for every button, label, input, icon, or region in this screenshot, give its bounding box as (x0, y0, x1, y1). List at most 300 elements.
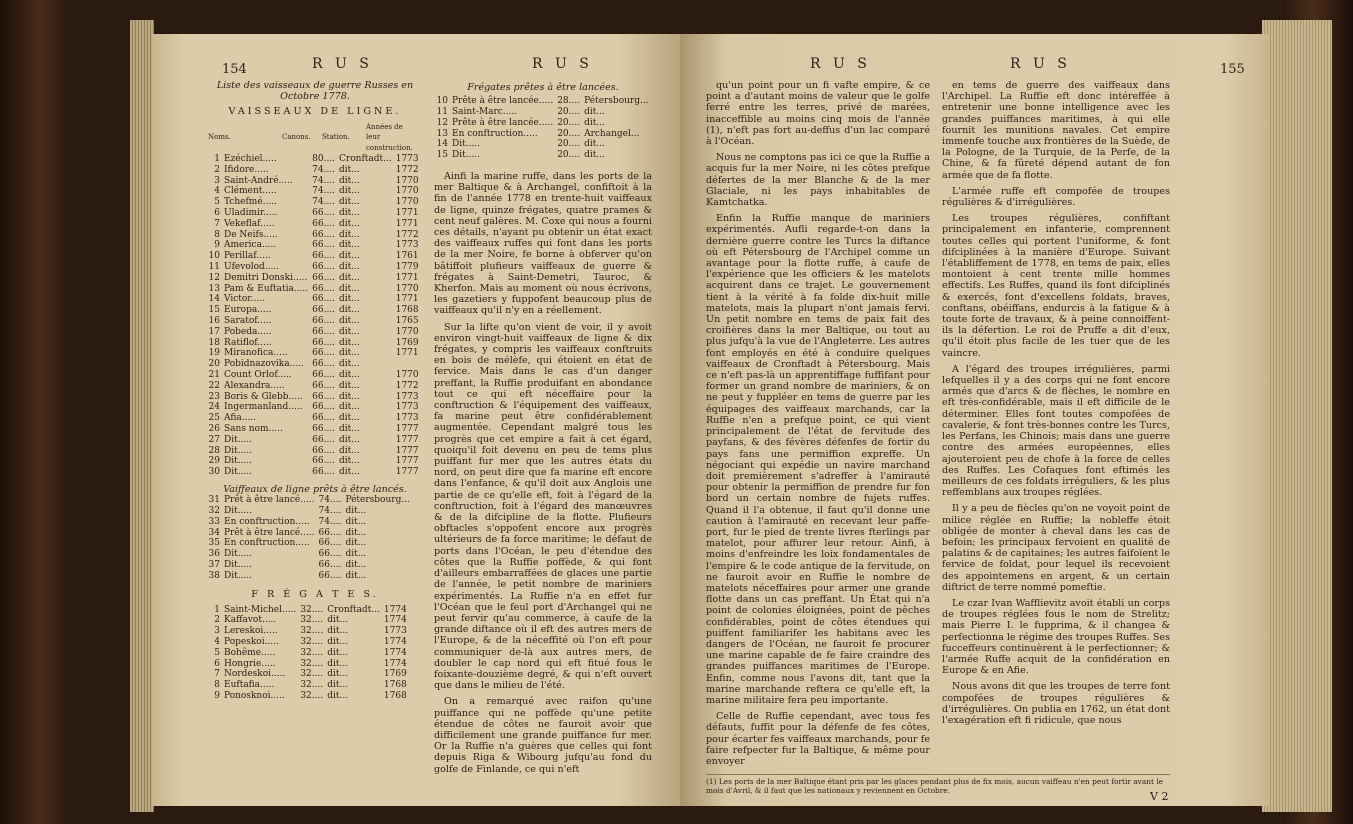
table-row (206, 381, 421, 392)
table-cell: dit... (339, 207, 360, 218)
table-cell: 66.... (312, 359, 336, 370)
table-cell: dit... (339, 251, 360, 262)
table-cell: 9 (214, 691, 220, 702)
table-cell: dit... (339, 218, 360, 229)
table-cell: dit... (345, 538, 367, 549)
table-cell: Cronftadt... (327, 604, 380, 615)
table-cell: dit... (327, 647, 349, 658)
table-cell: 1777 (395, 434, 419, 445)
text-column (706, 80, 930, 772)
table-cell: 20 (208, 359, 220, 370)
table-cell: 1774 (383, 604, 407, 615)
table-cell: 16 (208, 315, 220, 326)
table-row (206, 392, 421, 403)
table-cell: dit... (327, 680, 349, 691)
table-cell: Lereskoi..... (224, 626, 278, 637)
table-cell: De Neifs..... (224, 229, 278, 240)
table-cell: 15 (436, 150, 448, 161)
table-cell: 1779 (395, 261, 419, 272)
table-cell: Dit..... (224, 445, 253, 456)
table-row (206, 560, 412, 571)
table-cell: dit... (339, 456, 360, 467)
table-cell: 66.... (312, 348, 336, 359)
table-cell: Count Orlof..... (224, 369, 292, 380)
table-cell: 66.... (318, 538, 342, 549)
page-edges-right (1262, 20, 1332, 812)
table-cell: Euftafia..... (224, 680, 275, 691)
table-cell: 32.... (300, 626, 324, 637)
table-cell: dit... (339, 261, 360, 272)
table-cell: Saint-Marc..... (452, 107, 518, 117)
table-row (206, 605, 409, 616)
table-row (206, 467, 421, 478)
text-column (434, 82, 652, 780)
table-cell: 66.... (312, 456, 336, 467)
frigates-table (206, 605, 409, 702)
table-row (206, 538, 412, 549)
table-row (206, 637, 409, 648)
table-cell: Pobeda..... (224, 326, 272, 337)
paragraph: Le czar Ivan Wafflievitz avoit établi un corps de troupes réglées fous le nom de Strelitz; mais Pierre I. le fupprima, & il changea & perfectionna le régime des troupes Ruffes. Ses fucceffeurs continuèrent à le perfectionner; & l'armée Ruffe acquit de la confidération en Europe & en Afie. (942, 597, 1170, 677)
table-row (206, 208, 421, 219)
table-cell: dit... (584, 139, 605, 150)
table-cell: Dit..... (224, 505, 253, 516)
table-cell: dit... (339, 305, 360, 316)
table-row (206, 262, 421, 273)
table-cell: 32.... (300, 680, 324, 691)
table-row (434, 96, 651, 107)
table-cell: 74.... (312, 164, 336, 175)
table-cell: 24 (208, 402, 220, 413)
paragraph: Enfin la Ruffie manque de mariniers expérimentés. Aufli regarde-t-on dans la dernière guerre contre les Turcs la diftance où eft Pétersbourg de l'Archipel comme un avantage pour la flotte ruffe, à caufe de l'expérience que les officiers & les matelots acquirent dans ce trajet. Le gouvernement tient à la vérité à fa folde dix-huit mille matelots, mais la plupart n'ont jamais fervi. Un petit nombre en tems de paix fait des croifières dans la mer Baltique, ou tout au plus jufqu'à la vue de l'Angleterre. Les autres font employés en été à conduire quelques vaiffeaux de Cronftadt à Pétersbourg. Mais ce n'eft pas-là un apprentiffage fuffifant pour former un grand nombre de mariniers, & on ne peut y fuppléer en tems de guerre par les équipages des vaiffeaux marchands, car la Ruffie n'en a prefque point, ce qui vient principalement de l'état de fervitude des payfans, & des févères défenfes de fortir du pays fans une permiffion expreffe. Un négociant qui expédie un navire marchand doit premièrement s'adreffer à l'amirauté pour obtenir la permiffion de prendre fur fon bord un certain nombre de fujets ruffes. Quand il l'a obtenue, il faut qu'il donne une caution à l'amirauté en recevant leur paffe-port, fur le pied de trente livres fterlings par matelot, pour affurer leur retour. Ainfi, à moins d'enfreindre les loix fondamentales de l'empire & le code antique de la fervitude, on ne fauroit avoir en Ruffie le nombre de matelots néceffaires pour armer une grande flotte dans un cas preffant. Un État qui n'a point de colonies éloignées, point de pêches confidérables, point de côtes étendues qui puiffent familiarifer les habitans avec les dangers de l'Océan, ne fauroit fe procurer une marine capable de fe faire craindre des grandes puiffances maritimes de l'Europe. Enfin, comme nous l'avons dit, tant que la marine marchande reftera ce qu'elle eft, la marine militaire fera peu importante. (706, 213, 930, 706)
table-cell: 3 (214, 175, 220, 186)
table-cell: 1773 (395, 154, 419, 164)
table-row (206, 359, 421, 370)
table-cell: 66.... (312, 369, 336, 380)
table-cell: 38 (208, 570, 220, 581)
table-cell: 66.... (318, 527, 342, 538)
paragraph: Celle de Ruffie cependant, avec tous fes défauts, fuffit pour la défenfe de fes côtes, pour écarter fes vaiffeaux marchands, pour fe faire refpecter fur la Baltique, & même pour envoyer (706, 711, 930, 767)
table-cell: 66.... (312, 294, 336, 305)
table-cell: 80.... (312, 154, 336, 164)
table-cell: Kaffavot..... (224, 615, 277, 626)
table-cell: Dit..... (452, 150, 481, 161)
table-cell: 1774 (383, 637, 407, 648)
table-cell: 1777 (395, 467, 419, 478)
table-cell: 66.... (318, 549, 342, 560)
table-row (206, 154, 421, 165)
subsection-title: Vaiffeaux de ligne prêts à être lancés. (223, 483, 407, 495)
table-cell: 1769 (383, 669, 407, 680)
table-cell: dit... (339, 283, 360, 294)
table-cell: Ufevolod..... (224, 261, 280, 272)
table-cell: Bohême..... (224, 647, 276, 658)
table-row (206, 680, 409, 691)
table-cell: dit... (339, 391, 360, 402)
table-cell: Ezéchiel..... (224, 154, 277, 164)
table-cell: dit... (339, 467, 360, 478)
paragraph: Nous avons dit que les troupes de terre font compofées de troupes régulières & d'irrégulières. On publia en 1762, un état dont l'exagération eft fi ridicule, que nous (942, 681, 1170, 726)
table-cell: 8 (214, 680, 220, 691)
table-cell: 66.... (312, 337, 336, 348)
table-row (206, 219, 421, 230)
table-cell: dit... (339, 445, 360, 456)
table-cell: 66.... (312, 380, 336, 391)
table-cell: Dit..... (224, 467, 253, 478)
table-cell: Tchefmé..... (224, 197, 277, 208)
table-cell: 66.... (312, 240, 336, 251)
table-cell: 2 (214, 164, 220, 175)
table-cell: dit... (584, 107, 605, 117)
table-cell: 66.... (312, 402, 336, 413)
table-cell: 10 (436, 96, 448, 107)
paragraph: On a remarqué avec raifon qu'une puiffance qui ne poffède qu'une petite étendue de côtes ne fauroit avoir que difficilement une grande puiffance fur mer. Or la Ruffie n'a guères que celles qui font depuis Riga & Wibourg jufqu'au fond du golfe de Finlande, ce qui n'eft (434, 696, 652, 775)
table-cell: Hongrie..... (224, 658, 276, 669)
table-cell: En conftruction..... (224, 516, 310, 527)
table-cell: 1773 (395, 413, 419, 424)
table-cell: Nordeskoi..... (224, 669, 286, 680)
table-cell: 17 (208, 326, 220, 337)
table-cell: dit... (345, 570, 367, 581)
table-cell: 3 (214, 626, 220, 637)
table-row (206, 506, 412, 517)
section-heading: VAISSEAUX DE LIGNE. (228, 106, 402, 118)
table-cell: 66.... (312, 305, 336, 316)
table-cell: 1770 (395, 175, 419, 186)
table-cell: 27 (208, 434, 220, 445)
table-cell: 31 (208, 495, 220, 506)
table-cell: dit... (339, 164, 360, 175)
table-cell: Perillaf..... (224, 251, 271, 262)
table-cell: 13 (436, 128, 448, 139)
table-cell: dit... (339, 175, 360, 186)
table-cell: 14 (208, 294, 220, 305)
table-row (206, 348, 421, 359)
table-cell: 1777 (395, 423, 419, 434)
table-cell: 36 (208, 549, 220, 560)
table-cell: dit... (339, 423, 360, 434)
table-cell: 8 (214, 229, 220, 240)
table-cell: 26 (208, 423, 220, 434)
table-cell: Prête à être lancée..... (452, 117, 554, 128)
table-cell: 28.... (557, 96, 581, 107)
table-cell: dit... (327, 615, 349, 626)
running-head: R U S (312, 56, 373, 72)
table-cell: 66.... (312, 434, 336, 445)
table-cell: 1761 (395, 251, 419, 262)
table-cell: dit... (339, 380, 360, 391)
table-cell: Alexandra..... (224, 380, 285, 391)
table-row (206, 413, 421, 424)
table-cell: dit... (339, 294, 360, 305)
table-cell: 1768 (383, 680, 407, 691)
table-cell: 2 (214, 615, 220, 626)
table-cell: 1771 (395, 348, 419, 359)
table-cell: dit... (327, 658, 349, 669)
table-cell: America..... (224, 240, 277, 251)
table-cell: dit... (339, 272, 360, 283)
table-cell: 66.... (312, 315, 336, 326)
paragraph: Sur la lifte qu'on vient de voir, il y avoit environ vingt-huit vaiffeaux de ligne & dix frégates, y compris les vaiffeaux conftruits en bois de mélèfe, qui étoient en état de fervice. Mais dans le cas d'un danger preffant, la Ruffie produifant en abondance tout ce qui eft néceffaire pour la conftruction & l'équipement des vaiffeaux, fa marine peut être confidérablement augmentée. Cependant malgré tous les progrès que cet empire a fait à cet égard, quoiqu'il foit devenu en peu de tems plus puiffant fur mer que les autres états du nord, on peut dire que fa marine eft encore dans l'enfance, & qu'il doit aux Anglois une partie de ce qu'elle eft, foit à l'égard de la conftruction, foit à l'égard des manœuvres & de la difcipline de la flotte. Plufieurs obftacles s'oppofent encore aux progrès ultérieurs de fa force maritime; le défaut de ports dans l'Océan, le peu d'étendue des côtes que la Ruffie poffède, & qui font d'ailleurs embarraffées de glaces une partie de l'année, le petit nombre de mariniers expérimentés. La Ruffie n'a en effet fur l'Océan que le feul port d'Archangel qui ne peut fervir qu'au commerce, à caufe de la grande diftance où il eft des autres mers de l'Europe, & de la néceffité où l'on eft pour communiquer de-là aux autres mers, de doubler le cap nord qui eft fitué fous le foixante-douzième degré, & qui n'eft ouvert que dans le milieu de l'été. (434, 321, 652, 692)
table-cell: 66.... (312, 261, 336, 272)
table-cell: 20.... (557, 117, 581, 128)
table-cell: dit... (345, 527, 367, 538)
table-cell: 1770 (395, 186, 419, 197)
table-row (206, 165, 421, 176)
table-row (206, 176, 421, 187)
table-cell: 12 (436, 117, 448, 128)
table-cell: Saint-Michel..... (224, 604, 297, 615)
table-cell: 66.... (312, 218, 336, 229)
table-cell: dit... (345, 549, 367, 560)
table-cell: 20.... (557, 139, 581, 150)
table-cell: 1772 (395, 229, 419, 240)
table-cell: dit... (339, 326, 360, 337)
table-row (206, 284, 421, 295)
table-cell: Victor..... (224, 294, 265, 305)
table-cell: dit... (584, 117, 605, 128)
table-cell: dit... (339, 348, 360, 359)
table-cell: 32.... (300, 658, 324, 669)
footnote: (1) Les ports de la mer Baltique étant pris par les glaces pendant plus de fix mois, aucun vaiffeau n'en peut fortir avant le mois d'Avril, & il faut que les nationaux y reviennent en Octobre. (706, 774, 1170, 795)
table-cell: 1771 (395, 207, 419, 218)
table-row (206, 528, 412, 539)
table-cell: Ratiflof..... (224, 337, 272, 348)
table-row (206, 659, 409, 670)
page-number: 155 (1220, 62, 1245, 77)
table-cell: Pobidnazovika..... (224, 359, 304, 370)
table-cell: Dit..... (224, 570, 253, 581)
table-cell: 66.... (312, 229, 336, 240)
table-row (206, 517, 412, 528)
table-cell: 1768 (395, 305, 419, 316)
table-row (434, 139, 651, 150)
table-cell: dit... (327, 691, 349, 702)
table-cell: 32.... (300, 615, 324, 626)
table-cell: dit... (339, 186, 360, 197)
table-row (206, 648, 409, 659)
subsection-title: Frégates prêtes à être lancées. (467, 82, 619, 93)
table-cell: 1770 (395, 369, 419, 380)
table-row (206, 251, 421, 262)
table-cell: dit... (339, 240, 360, 251)
table-row (206, 370, 421, 381)
table-cell: 66.... (312, 391, 336, 402)
table-cell: 1773 (395, 402, 419, 413)
table-row (434, 107, 651, 118)
table-cell: 35 (208, 538, 220, 549)
table-cell: 10 (208, 251, 220, 262)
page-number: 154 (222, 62, 247, 77)
table-cell: Dit..... (224, 434, 253, 445)
list-title: Liste des vaisseaux de guerre Russes en Octobre 1778. (216, 80, 414, 103)
table-cell: Ingermanland..... (224, 402, 303, 413)
table-cell: Dit..... (224, 559, 253, 570)
running-head: R U S (1010, 56, 1071, 72)
table-cell: dit... (327, 626, 349, 637)
table-cell: 6 (214, 658, 220, 669)
table-row (206, 273, 421, 284)
table-cell: 74.... (318, 495, 342, 506)
table-cell: dit... (339, 413, 360, 424)
table-cell: Pam & Euftatia..... (224, 283, 309, 294)
table-cell: En conftruction..... (224, 538, 310, 549)
table-row (206, 316, 421, 327)
table-cell: Dit..... (452, 139, 481, 150)
table-cell: dit... (339, 197, 360, 208)
running-head: R U S (532, 56, 593, 72)
table-cell: Miranofica..... (224, 348, 288, 359)
table-cell: 28 (208, 445, 220, 456)
table-cell: 32.... (300, 691, 324, 702)
table-cell: 74.... (312, 175, 336, 186)
table-cell: 66.... (312, 423, 336, 434)
table-cell: 74.... (318, 516, 342, 527)
table-cell: 11 (208, 261, 220, 272)
table-cell: 1772 (395, 380, 419, 391)
col-header: Noms. (208, 133, 231, 142)
table-cell: Pétersbourg... (345, 495, 410, 506)
table-cell: Saint-André..... (224, 175, 293, 186)
col-header: Canons. (282, 133, 311, 142)
ships-table (206, 154, 421, 478)
table-cell: 1772 (395, 164, 419, 175)
section-heading: F R É G A T E S. (251, 589, 379, 601)
table-cell: 1771 (395, 294, 419, 305)
col-header: Station. (322, 133, 350, 142)
table-cell: dit... (345, 505, 367, 516)
table-cell: 32 (208, 505, 220, 516)
table-row (206, 294, 421, 305)
table-cell: 11 (436, 107, 448, 117)
table-cell: Pétersbourg... (584, 96, 649, 107)
page-edges-left (130, 20, 154, 812)
table-cell: Ponosknoi..... (224, 691, 285, 702)
table-cell: Clément..... (224, 186, 277, 197)
table-row (434, 150, 651, 161)
table-cell: 66.... (312, 272, 336, 283)
paragraph: L'armée ruffe eft compofée de troupes régulières & d'irrégulières. (942, 185, 1170, 209)
table-cell: 14 (436, 139, 448, 150)
table-row (206, 456, 421, 467)
table-cell: Saratof..... (224, 315, 272, 326)
table-cell: dit... (339, 369, 360, 380)
table-cell: 1771 (395, 218, 419, 229)
table-cell: 20.... (557, 107, 581, 117)
table-cell: 29 (208, 456, 220, 467)
table-cell: dit... (339, 337, 360, 348)
table-cell: 37 (208, 559, 220, 570)
table-cell: En conftruction..... (452, 128, 538, 139)
table-row (206, 549, 412, 560)
table-cell: 66.... (312, 251, 336, 262)
table-cell: 1 (214, 154, 220, 164)
table-cell: 66.... (318, 570, 342, 581)
table-cell: Dit..... (224, 549, 253, 560)
table-cell: dit... (345, 559, 367, 570)
table-cell: dit... (339, 434, 360, 445)
table-cell: 20.... (557, 128, 581, 139)
table-cell: 66.... (312, 326, 336, 337)
table-cell: 1777 (395, 456, 419, 467)
table-cell: 18 (208, 337, 220, 348)
table-cell: 13 (208, 283, 220, 294)
table-cell: 12 (208, 272, 220, 283)
table-cell: 32.... (300, 637, 324, 648)
text-column (942, 80, 1170, 731)
table-cell: 66.... (312, 207, 336, 218)
paragraph: en tems de guerre des vaiffeaux dans l'Archipel. La Ruffie eft donc intéreffée à entretenir une bonne intelligence avec les grandes puiffances maritimes, à qui elle fournit les munitions navales. Cet empire immenfe touche aux frontières de la Suède, de la Pologne, de la Turquie, de la Perfe, de la Chine, & fa fûreté dépend autant de fon armée que de fa flotte. (942, 80, 1170, 181)
paragraph: Il y a peu de fiècles qu'on ne voyoit point de milice réglée en Ruffie; la nobleffe étoit obligée de monter à cheval dans les cas de befoin; les principaux fervoient en qualité de palatins & de capitaines; les autres faifoient le fervice de foldat, pour lequel ils recevoient des appointemens en argent, & un certain diftrict de terre nommé pomeftie. (942, 503, 1170, 593)
table-row (434, 129, 651, 140)
table-cell: dit... (345, 516, 367, 527)
table-row (206, 615, 409, 626)
table-row (206, 305, 421, 316)
table-cell: 19 (208, 348, 220, 359)
table-row (206, 186, 421, 197)
table-row (206, 197, 421, 208)
table-cell: Europa..... (224, 305, 272, 316)
table-cell: Cronftadt... (339, 154, 392, 164)
table-cell: 1774 (383, 615, 407, 626)
table-row (206, 435, 421, 446)
table-cell: 4 (214, 637, 220, 648)
table-cell: 34 (208, 527, 220, 538)
table-cell: Archangel... (584, 128, 640, 139)
table-cell: 32.... (300, 669, 324, 680)
table-cell: Sans nom..... (224, 423, 283, 434)
table-cell: dit... (339, 229, 360, 240)
column-headers (206, 122, 418, 154)
right-page (680, 34, 1270, 806)
table-cell: 1777 (395, 445, 419, 456)
table-cell: 74.... (312, 197, 336, 208)
col-header: Années de leur construction. (366, 122, 413, 153)
table-cell: 1773 (395, 240, 419, 251)
table-cell: 74.... (312, 186, 336, 197)
table-row (206, 446, 421, 457)
table-row (206, 626, 409, 637)
table-cell: 5 (214, 197, 220, 208)
table-cell: 5 (214, 647, 220, 658)
table-cell: 33 (208, 516, 220, 527)
ship-list-column (206, 80, 424, 702)
paragraph: qu'un point pour un fi vafte empire, & ce point a d'autant moins de valeur que le golfe ferré entre les terres, privé de marées, inacceffible au moins cinq mois de l'année (1), n'eft pas fort au-deffus d'un lac comparé à l'Océan. (706, 80, 930, 148)
table-cell: 7 (214, 669, 220, 680)
table-cell: 1773 (383, 626, 407, 637)
table-row (206, 424, 421, 435)
table-cell: 74.... (318, 505, 342, 516)
paragraph: A l'égard des troupes irrégulières, parmi lefquelles il y a des corps qui ne font encore armés que d'arcs & de flèches, le nombre en eft très-confidérable, mais il eft difficile de le déterminer. Elles font toutes compofées de cavalerie, & font très-bonnes contre les Turcs, les Perfans, les Chinois; mais dans une guerre contre des armées européennes, elles ajouteroient peu de chofe à la force de celles des Ruffes. Les Cofaques font eftimés les meilleurs de ces foldats irréguliers, & les plus reffemblans aux troupes réglées. (942, 363, 1170, 499)
paragraph: Nous ne comptons pas ici ce que la Ruffie a acquis fur la mer Noire, ni les côtes prefque défertes de la mer Blanche & de la mer Glaciale, ni les pays inhabitables de Kamtchatka. (706, 152, 930, 209)
table-cell: Demitri Donski..... (224, 272, 308, 283)
table-cell: 1770 (395, 326, 419, 337)
table-cell: 6 (214, 207, 220, 218)
table-cell: dit... (584, 150, 605, 161)
table-cell: 1774 (383, 647, 407, 658)
table-cell: 1770 (395, 283, 419, 294)
running-head: R U S (810, 56, 871, 72)
table-cell: 66.... (312, 283, 336, 294)
table-row (206, 691, 409, 702)
table-cell: 1774 (383, 658, 407, 669)
frigates-ready-table (434, 96, 651, 161)
table-cell: Vekeflaf..... (224, 218, 275, 229)
table-cell: 1769 (395, 337, 419, 348)
table-row (206, 402, 421, 413)
table-cell: dit... (339, 359, 360, 370)
table-row (206, 327, 421, 338)
